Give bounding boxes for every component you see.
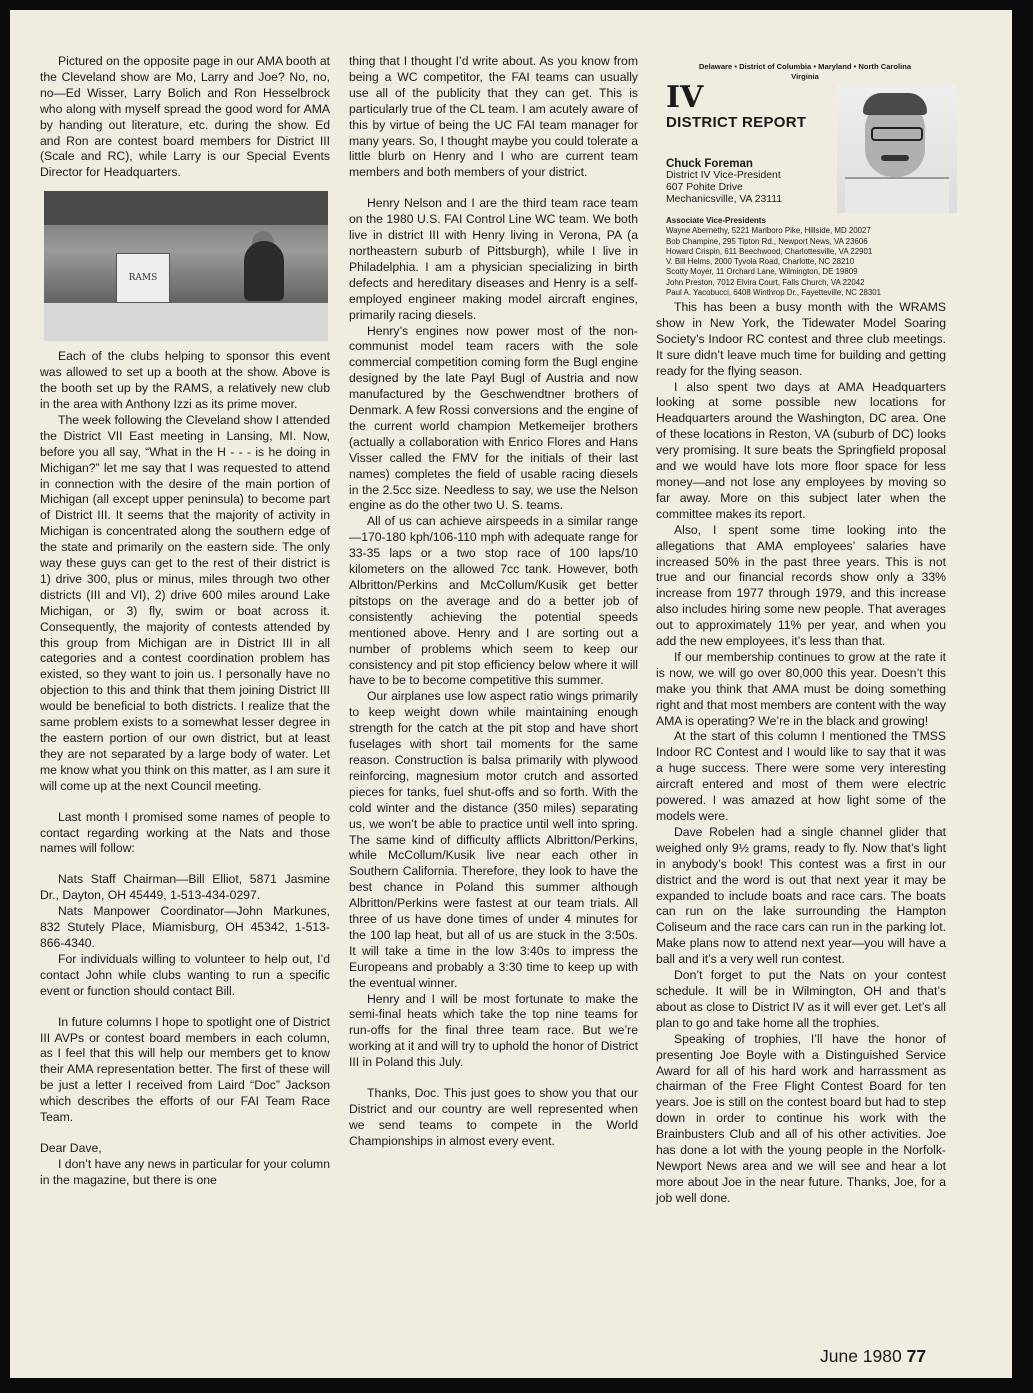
column-2 xyxy=(349,54,638,1150)
district-states: Delaware • District of Columbia • Maryland • North Carolina Virginia xyxy=(698,62,912,81)
associate-vp: Scotty Moyer, 11 Orchard Lane, Wilmington, DE 19809 xyxy=(666,267,858,277)
col3-para-8: Speaking of trophies, I’ll have the honor of presenting Joe Boyle with a Distinguished Service Award for all of his hard work and harrassment as chairman of the Free Flight Contest Board for ten years. Joe is still on the contest board but had to step down in order to continue his work with the Brainbusters Club and all of his other activities. Joe has done a lot with the young people in the Norfolk-Newport News area and we will see and hear a lot more about Joe in the near future. Thanks, Joe, for a job well done. xyxy=(656,1031,946,1205)
associate-vp: V. Bill Helms, 2000 Tyvola Road, Charlotte, NC 28210 xyxy=(666,257,855,267)
col1-para-3: The week following the Cleveland show I attended the District VII East meeting in Lansing, MI. Now, before you all say, “What in the H - - - is he doing in Michigan?” let me say that I was requested to attend in connection with the desire of the main portion of Michigan (all except upper peninsula) to become part of District III. It seems that the majority of activity in Michigan is concentrated along the southern edge of the state and primarily on the eastern side. The only way these guys can get to the rest of their district is 1) drive 300, plus or minus, miles through two other districts (III and VI), 2) drive 600 miles around Lake Michigan, or 3) fly, swim or boat across it. Consequently, the majority of contests attended by this group from Michigan are in District III in all categories and a contest coordination problem has existed, so they want to join us. I personally have no objection to this and think that them joining District III would be beneficial to both districts. I realize that the same problem exists to a somewhat lesser degree in the eastern portion of our own district, but at least they are not separated by a large body of water. Let me know what you think on this matter, as I am sure it will come up at the next Council meeting. xyxy=(40,412,330,793)
glasses-icon xyxy=(871,127,923,141)
col2-para-2: Henry Nelson and I are the third team race team on the 1980 U.S. FAI Control Line WC team. We both live in district III with Henry living in Verona, PA (a northeastern suburb of Pittsburgh), while I live in Philadelphia. I am a physician specializing in birth defects and hereditary diseases and Henry is a self-employed engineer making model aircraft engines, primarily racing diesels. xyxy=(349,196,638,322)
associate-vp: John Preston, 7012 Elvira Court, Falls Church, VA 22042 xyxy=(666,277,865,287)
associate-vp: Howard Crispin, 611 Beechwood, Charlottesville, VA 22901 xyxy=(666,246,873,256)
associate-vp: Paul A. Yacobucci, 6408 Winthrop Dr., Fayetteville, NC 28301 xyxy=(666,288,882,298)
page-number: 77 xyxy=(906,1346,927,1366)
col3-para-1: This has been a busy month with the WRAMS show in New York, the Tidewater Model Soaring Society’s Indoor RC contest and three club meetings. It sure didn’t leave much time for building and getting ready for the flying season. xyxy=(656,300,946,378)
booth-table xyxy=(44,303,328,341)
col1-para-9: I don’t have any news in particular for your column in the magazine, but there is one xyxy=(40,1156,330,1187)
salutation: Dear Dave, xyxy=(40,1140,102,1155)
col1-para-5: Nats Staff Chairman—Bill Elliot, 5871 Jasmine Dr., Dayton, OH 45449, 1-513-434-0297. xyxy=(40,872,330,903)
rams-sign: RAMS xyxy=(116,253,170,303)
vp-address-1: 607 Pohite Drive xyxy=(666,182,743,193)
col3-para-3: Also, I spent some time looking into the allegations that AMA employees’ salaries have increased 50% in the past three years. This is not true and our financial records show only a 33% increase from 1977 through 1979, and this increase also includes hiring some new people. That averages out to approximately 11% per year, and when you add the new employees, it’s less than that. xyxy=(656,522,946,649)
associate-vp: Wayne Abernethy, 5221 Marlboro Pike, Hillside, MD 20027 xyxy=(666,226,871,236)
associate-vps-heading: Associate Vice-Presidents xyxy=(666,216,766,225)
col1-para-6: Nats Manpower Coordinator—John Markunes, 832 Stutely Place, Miamisburg, OH 45342, 1-513-866-4340. xyxy=(40,904,330,950)
issue-date: June 1980 xyxy=(820,1346,902,1366)
ams-booth-photo xyxy=(44,191,328,341)
district-report-title: DISTRICT REPORT xyxy=(666,114,807,131)
col3-para-6: Dave Robelen had a single channel glider that weighed only 9½ grams, ready to fly. Now that’s light in anybody’s book! This contest was a first in our district and the word is out that next year it may be expanded to include boats and race cars. The boats can run on the lake surrounding the Hampton Coliseum and the race cars can run in the parking lot. Make plans now to attend next year—you will have a ball and it’s a very well run contest. xyxy=(656,824,946,967)
col1-para-7: For individuals willing to volunteer to help out, I’d contact John while clubs wanting to run a specific event or function should contact Bill. xyxy=(40,951,330,998)
col1-para-2: Each of the clubs helping to sponsor this event was allowed to set up a booth at the show. Above is the booth set up by the RAMS, a relatively new club in the area with Anthony Izzi as its prime mover. xyxy=(40,349,330,411)
column-1 xyxy=(40,54,330,1189)
vp-name: Chuck Foreman xyxy=(666,158,753,170)
col2-para-4: All of us can achieve airspeeds in a similar range—170-180 kph/106-110 mph with adequate range for 33-35 laps or a two stop race of 100 laps/10 kilometers on the allowed 7cc tank. However, both Albritton/Perkins and McCollum/Kusik get better pitstops on the average and do a better job of consistently achieving the potential speeds mentioned above. Henry and I are sorting out a number of problems which seem to keep our consistency and pit stop efficiency below where it will have to be to become competitive this summer. xyxy=(349,514,638,688)
col2-para-1: thing that I thought I’d write about. As you know from being a WC competitor, the FAI teams can usually use all of the publicity that they can get. This is particularly true of the CL team. I am acutely aware of this by virtue of being the UC FAI team manager for many years. So, I thought maybe you could tolerate a little blurb on Henry and I who are current team members and both members of your district. xyxy=(349,54,638,180)
col1-para-4: Last month I promised some names of people to contact regarding working at the Nats and those names will follow: xyxy=(40,809,330,856)
col2-para-3: Henry’s engines now power most of the non-communist model team racers with the sole commercial competition coming form the Bugl engine designed by the late Payl Bugl of Austria and now manufactured by the Geschwendtner brothers of Denmark. A few Rossi conversions and the engine of the current world champion Metkemeijer brothers (actually a collaboration with Enrico Flores and Hans Visser called the FMV for the initials of their last names) completes the field of usable racing diesels in the 2.5cc size. Needless to say, we use the Nelson engine as do the other two U. S. teams. xyxy=(349,323,638,513)
col2-para-7: Thanks, Doc. This just goes to show you that our District and our country are well represented when we send teams to compete in the World Championships in almost every event. xyxy=(349,1086,638,1148)
col2-para-6: Henry and I will be most fortunate to make the semi-final heats which take the top nine teams for run-offs for the final three team race. But we’re working at it and will try to uphold the honor of District III in Poland this July. xyxy=(349,991,638,1070)
vice-president-portrait xyxy=(837,85,957,213)
col3-para-2: I also spent two days at AMA Headquarters looking at some possible new locations for Headquarters around the Washington, DC area. One of these locations in Reston, VA (suburb of DC) looks very promising. It sure beats the Springfield proposal and we would have lots more floor space for less money—and not lose any employees by moving so far away. More on this subject later when the committee makes its report. xyxy=(656,379,946,521)
col2-para-5: Our airplanes use low aspect ratio wings primarily to keep weight down while maintaining enough strength for the catch at the pit stop and have short fuselages with short tail moments for the same reason. Construction is balsa primarily with plywood reinforcing, magnesium motor crutch and assorted pieces for tanks, fuel shut-offs and so forth. With the cold winter and the distance (350 miles) separating us, we won’t be able to practice until well into spring. The same kind of difficulty afflicts Albritton/Perkins, while McCollum/Kusik live near each other in Southern California. Therefore, they look to have the best chance in Poland this summer although Albritton/Perkins were fastest at our team trials. All three of us have done times of under 4 minutes for the 100 lap heat, but all of us are stuck in the 3:50s. It will take a time in the low 3:40s to impress the Europeans and probably a 3:30 time to keep up with the eventual winner. xyxy=(349,689,638,990)
associate-vp: Bob Champine, 295 Tipton Rd., Newport News, VA 23606 xyxy=(666,236,868,246)
magazine-page xyxy=(10,10,1012,1378)
vp-title: District IV Vice-President xyxy=(666,170,781,181)
col1-para-8: In future columns I hope to spotlight one of District III AVPs or contest board members in each column, as I feel that this will help our members get to know their AMA representation better. The first of these will be just a letter I received from Laird “Doc” Jackson which describes the efforts of our FAI Team Race Team. xyxy=(40,1014,330,1125)
col3-para-7: Don’t forget to put the Nats on your contest schedule. It will be in Wilmington, OH and that’s about as close to District IV as it will ever get. Let’s all plan to go and take home all the trophies. xyxy=(656,968,946,1030)
person-icon xyxy=(244,241,284,301)
col3-para-5: At the start of this column I mentioned the TMSS Indoor RC Contest and I would like to say that it was a huge success. There were some very interesting aircraft entered and most of them were electric powered. I was amazed at how light some of the models were. xyxy=(656,729,946,823)
col3-para-4: If our membership continues to grow at the rate it is now, we will go over 80,000 this year. Doesn’t this make you think that AMA must be doing something right and that most members are content with the way AMA is operating? We’re in the black and growing! xyxy=(656,649,946,728)
vice-president-info xyxy=(666,158,782,206)
associate-vps xyxy=(666,216,958,298)
district-number: IV xyxy=(666,80,704,115)
col1-para-1: Pictured on the opposite page in our AMA booth at the Cleveland show are Mo, Larry and Joe? No, no, no—Ed Wisser, Larry Bolich and Ron Hesselbrock who along with myself spread the good word for AMA by handing out literature, etc. during the show. Ed and Ron are contest board members for District III (Scale and RC), while Larry is our Special Events Director for Headquarters. xyxy=(40,54,330,180)
column-3 xyxy=(656,300,946,1207)
vp-address-2: Mechanicsville, VA 23111 xyxy=(666,194,783,205)
page-footer xyxy=(820,1346,926,1367)
